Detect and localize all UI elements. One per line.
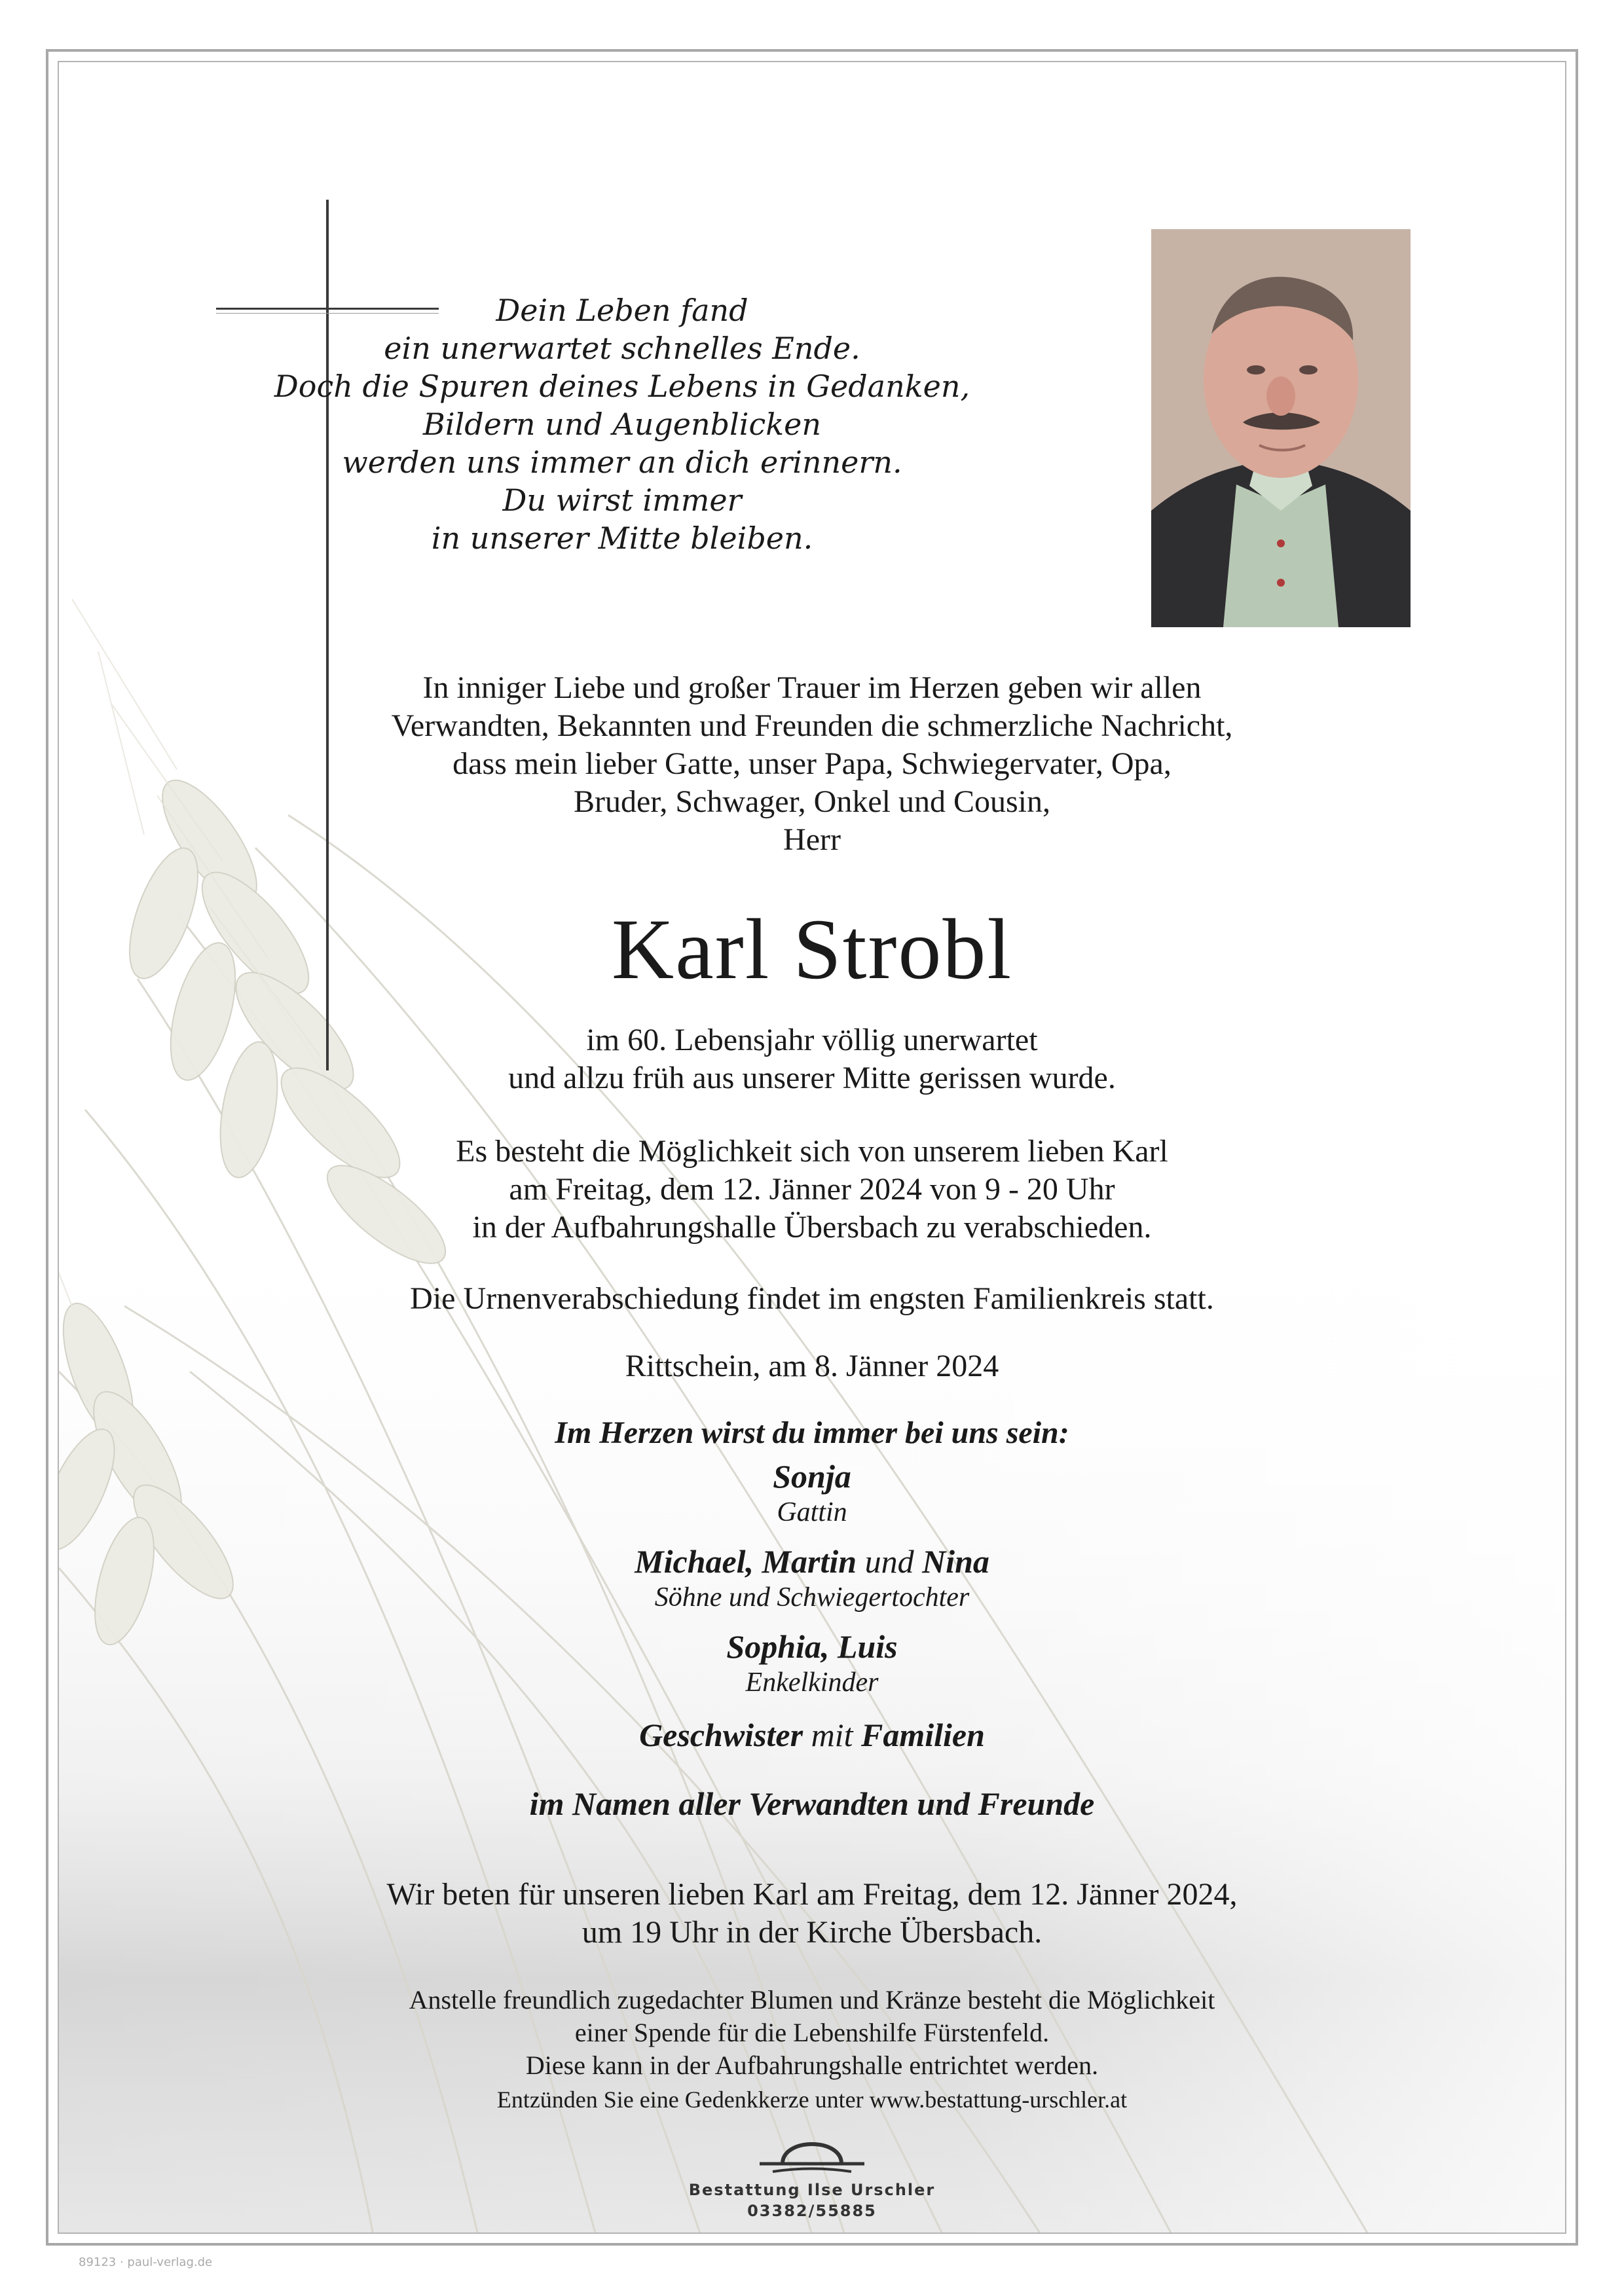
mourner-name: Sonja <box>773 1458 851 1495</box>
intro-line: dass mein lieber Gatte, unser Papa, Schwiegervater, Opa, <box>452 746 1172 781</box>
mourner-name: Sophia, Luis <box>726 1628 898 1665</box>
poem <box>92 291 1153 557</box>
age-line: und allzu früh aus unserer Mitte gerissen wurde. <box>508 1061 1116 1095</box>
mourner-name-row <box>0 1542 1624 1581</box>
print-credit: 89123 · paul-verlag.de <box>79 2255 213 2269</box>
portrait-photo <box>1151 229 1411 627</box>
place-date: Rittschein, am 8. Jänner 2024 <box>625 1349 999 1383</box>
poem-line: Doch die Spuren deines Lebens in Gedanken, <box>274 369 970 404</box>
mourner-mit: mit <box>811 1717 853 1753</box>
portrait-illustration <box>1151 229 1411 627</box>
donation-line: Diese kann in der Aufbahrungshalle entrichtet werden. <box>525 2050 1099 2080</box>
mourner-name-row <box>0 1715 1624 1755</box>
mourners-heading: Im Herzen wirst du immer bei uns sein: <box>555 1415 1069 1450</box>
logo-company: Bestattung Ilse Urschler <box>688 2181 936 2199</box>
viewing-line: in der Aufbahrungshalle Übersbach zu verabschieden. <box>472 1210 1152 1245</box>
funeral-home-logo <box>0 2124 1624 2177</box>
poem-line: ein unerwartet schnelles Ende. <box>384 331 860 366</box>
intro-text <box>0 669 1624 859</box>
prayer-line: Wir beten für unseren lieben Karl am Freitag, dem 12. Jänner 2024, <box>386 1877 1238 1912</box>
candle-text[interactable]: Entzünden Sie eine Gedenkkerze unter www.bestattung-urschler.at <box>496 2086 1128 2113</box>
prayer-text <box>0 1876 1624 1952</box>
mourner-role: Enkelkinder <box>745 1667 879 1698</box>
logo-phone: 03382/55885 <box>747 2202 877 2220</box>
mourner-closing: im Namen aller Verwandten und Freunde <box>529 1785 1095 1822</box>
logo-icon <box>747 2124 877 2177</box>
intro-line: Herr <box>783 822 841 857</box>
poem-line: Dein Leben fand <box>496 293 748 328</box>
urn-text: Die Urnenverabschiedung findet im engsten Familienkreis statt. <box>410 1281 1214 1316</box>
mourner-name: Nina <box>922 1543 989 1580</box>
intro-line: Verwandten, Bekannten und Freunden die schmerzliche Nachricht, <box>391 708 1233 743</box>
donation-line: Anstelle freundlich zugedachter Blumen und Kränze besteht die Möglichkeit <box>409 1985 1215 2014</box>
viewing-line: am Freitag, dem 12. Jänner 2024 von 9 - 20 Uhr <box>509 1172 1115 1207</box>
deceased-name: Karl Strobl <box>611 901 1013 997</box>
donation-text <box>0 1984 1624 2082</box>
poem-line: in unserer Mitte bleiben. <box>431 520 813 556</box>
mourner-und: und <box>864 1543 914 1580</box>
intro-line: Bruder, Schwager, Onkel und Cousin, <box>573 784 1051 819</box>
poem-line: Du wirst immer <box>502 483 742 518</box>
mourner-name: Geschwister <box>639 1717 803 1753</box>
intro-line: In inniger Liebe und großer Trauer im Herzen geben wir allen <box>422 670 1202 705</box>
prayer-line: um 19 Uhr in der Kirche Übersbach. <box>581 1915 1043 1950</box>
poem-line: Bildern und Augenblicken <box>423 407 821 442</box>
age-text <box>0 1021 1624 1097</box>
age-line: im 60. Lebensjahr völlig unerwartet <box>586 1023 1038 1057</box>
mourner-name: Michael, Martin <box>635 1543 857 1580</box>
donation-line: einer Spende für die Lebenshilfe Fürstenfeld. <box>574 2018 1050 2047</box>
viewing-text <box>0 1133 1624 1247</box>
mourner-name: Familien <box>860 1717 985 1753</box>
viewing-line: Es besteht die Möglichkeit sich von unserem lieben Karl <box>456 1134 1168 1169</box>
mourner-role: Gattin <box>777 1497 847 1527</box>
poem-line: werden uns immer an dich erinnern. <box>342 445 902 480</box>
mourner-role: Söhne und Schwiegertochter <box>654 1582 970 1613</box>
